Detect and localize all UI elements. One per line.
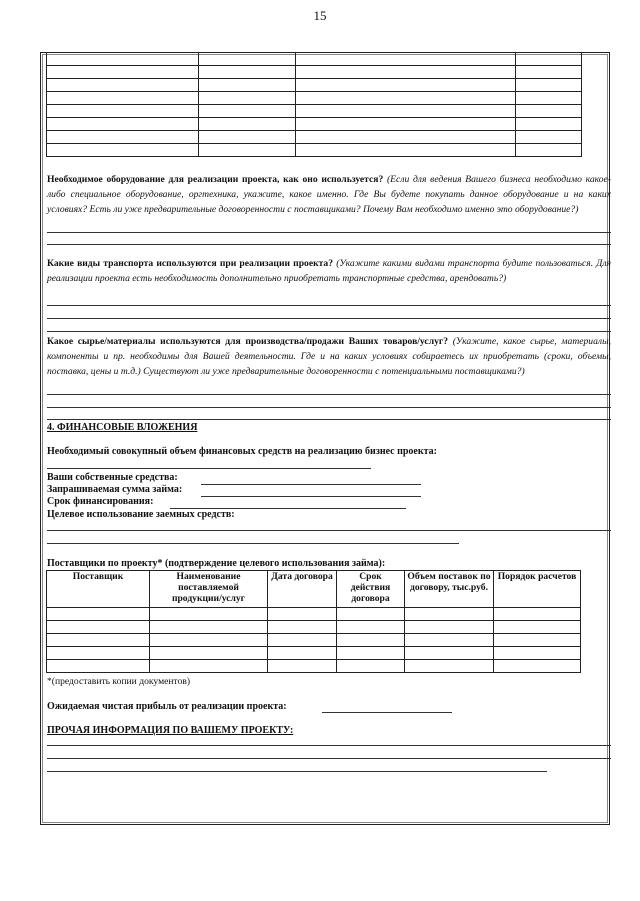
- answer-line[interactable]: [47, 407, 611, 408]
- table-row: [47, 660, 581, 673]
- suppliers-footnote: *(предоставить копии документов): [47, 676, 191, 687]
- answer-line[interactable]: [47, 244, 611, 245]
- table-row: [47, 92, 582, 105]
- expected-profit-label: Ожидаемая чистая прибыль от реализации проекта:: [47, 701, 287, 712]
- equipment-question: [47, 172, 611, 217]
- table-row: [47, 144, 582, 157]
- materials-question: [47, 334, 611, 379]
- column-header-supply-volume: Объем поставок по договору, тыс.руб.: [405, 571, 494, 608]
- answer-line[interactable]: [47, 758, 611, 759]
- column-header-product: Наименование поставляемой продукции/услуг: [150, 571, 268, 608]
- purpose-label: Целевое использование заемных средств:: [47, 509, 235, 520]
- total-funds-label: Необходимый совокупный объем финансовых средств на реализацию бизнес проекта:: [47, 446, 437, 457]
- answer-line[interactable]: [47, 305, 611, 306]
- own-funds-label: Ваши собственные средства:: [47, 472, 178, 483]
- table-row: [47, 621, 581, 634]
- answer-line[interactable]: [47, 331, 611, 332]
- suppliers-title: Поставщики по проекту* (подтверждение целевого использования займа):: [47, 558, 386, 569]
- answer-line[interactable]: [47, 232, 611, 233]
- table-row: [47, 634, 581, 647]
- transport-question-title: Какие виды транспорта используются при реализации проекта?: [47, 258, 334, 269]
- loan-amount-field[interactable]: [201, 496, 421, 497]
- transport-question-hint: (Укажите какими видами транспорта будите пользоваться. Для реализации проекта есть необходимость дополнительно приобретать транспортные средства, арендовать?): [47, 258, 611, 284]
- continuation-table: [46, 52, 582, 157]
- column-header-supplier: Поставщик: [47, 571, 150, 608]
- table-row: [47, 118, 582, 131]
- other-info-title: ПРОЧАЯ ИНФОРМАЦИЯ ПО ВАШЕМУ ПРОЕКТУ:: [47, 725, 294, 736]
- table-row: [47, 131, 582, 144]
- transport-question: [47, 256, 611, 286]
- term-label: Срок финансирования:: [47, 496, 154, 507]
- table-row: [47, 105, 582, 118]
- equipment-question-title: Необходимое оборудование для реализации проекта, как оно используется?: [47, 174, 384, 185]
- total-funds-field[interactable]: [47, 468, 371, 469]
- own-funds-field[interactable]: [201, 484, 421, 485]
- table-row: [47, 647, 581, 660]
- expected-profit-field[interactable]: [322, 712, 452, 713]
- loan-amount-label: Запрашиваемая сумма займа:: [47, 484, 183, 495]
- answer-line[interactable]: [47, 394, 611, 395]
- answer-line[interactable]: [47, 318, 611, 319]
- answer-line[interactable]: [47, 771, 547, 772]
- column-header-contract-term: Срок действия договора: [337, 571, 405, 608]
- column-header-payment-terms: Порядок расчетов: [494, 571, 581, 608]
- answer-line[interactable]: [47, 543, 459, 544]
- equipment-question-hint: (Если для ведения Вашего бизнеса необходимо какое-либо специальное оборудование, оргтехника, укажите, какое именно. Где Вы будете покупать данное оборудование и на каких условиях? Есть ли уже предварительные договоренности с поставщиками? Почему Вам необходимо именно это оборудование?): [47, 174, 611, 215]
- answer-line[interactable]: [47, 745, 611, 746]
- table-row: [47, 79, 582, 92]
- table-row: [47, 608, 581, 621]
- suppliers-table: [46, 570, 581, 673]
- answer-line[interactable]: [47, 419, 611, 420]
- materials-question-title: Какое сырье/материалы используются для производства/продажи Ваших товаров/услуг?: [47, 336, 449, 347]
- materials-question-hint: (Укажите, какое сырье, материалы, компоненты и пр. необходимы для Вашей деятельности. Где и на каких условиях собираетесь их приобретать (сроки, объемы, поставка, цены и т.д.) Существуют ли уже предварительные договоренности с потенциальными поставщиками?): [47, 336, 611, 377]
- page-number: 15: [313, 8, 327, 23]
- column-header-contract-date: Дата договора: [268, 571, 337, 608]
- answer-line[interactable]: [47, 530, 611, 531]
- section-title-finance: 4. ФИНАНСОВЫЕ ВЛОЖЕНИЯ: [47, 422, 198, 433]
- table-header-row: [47, 571, 581, 608]
- table-row: [47, 66, 582, 79]
- table-row: [47, 53, 582, 66]
